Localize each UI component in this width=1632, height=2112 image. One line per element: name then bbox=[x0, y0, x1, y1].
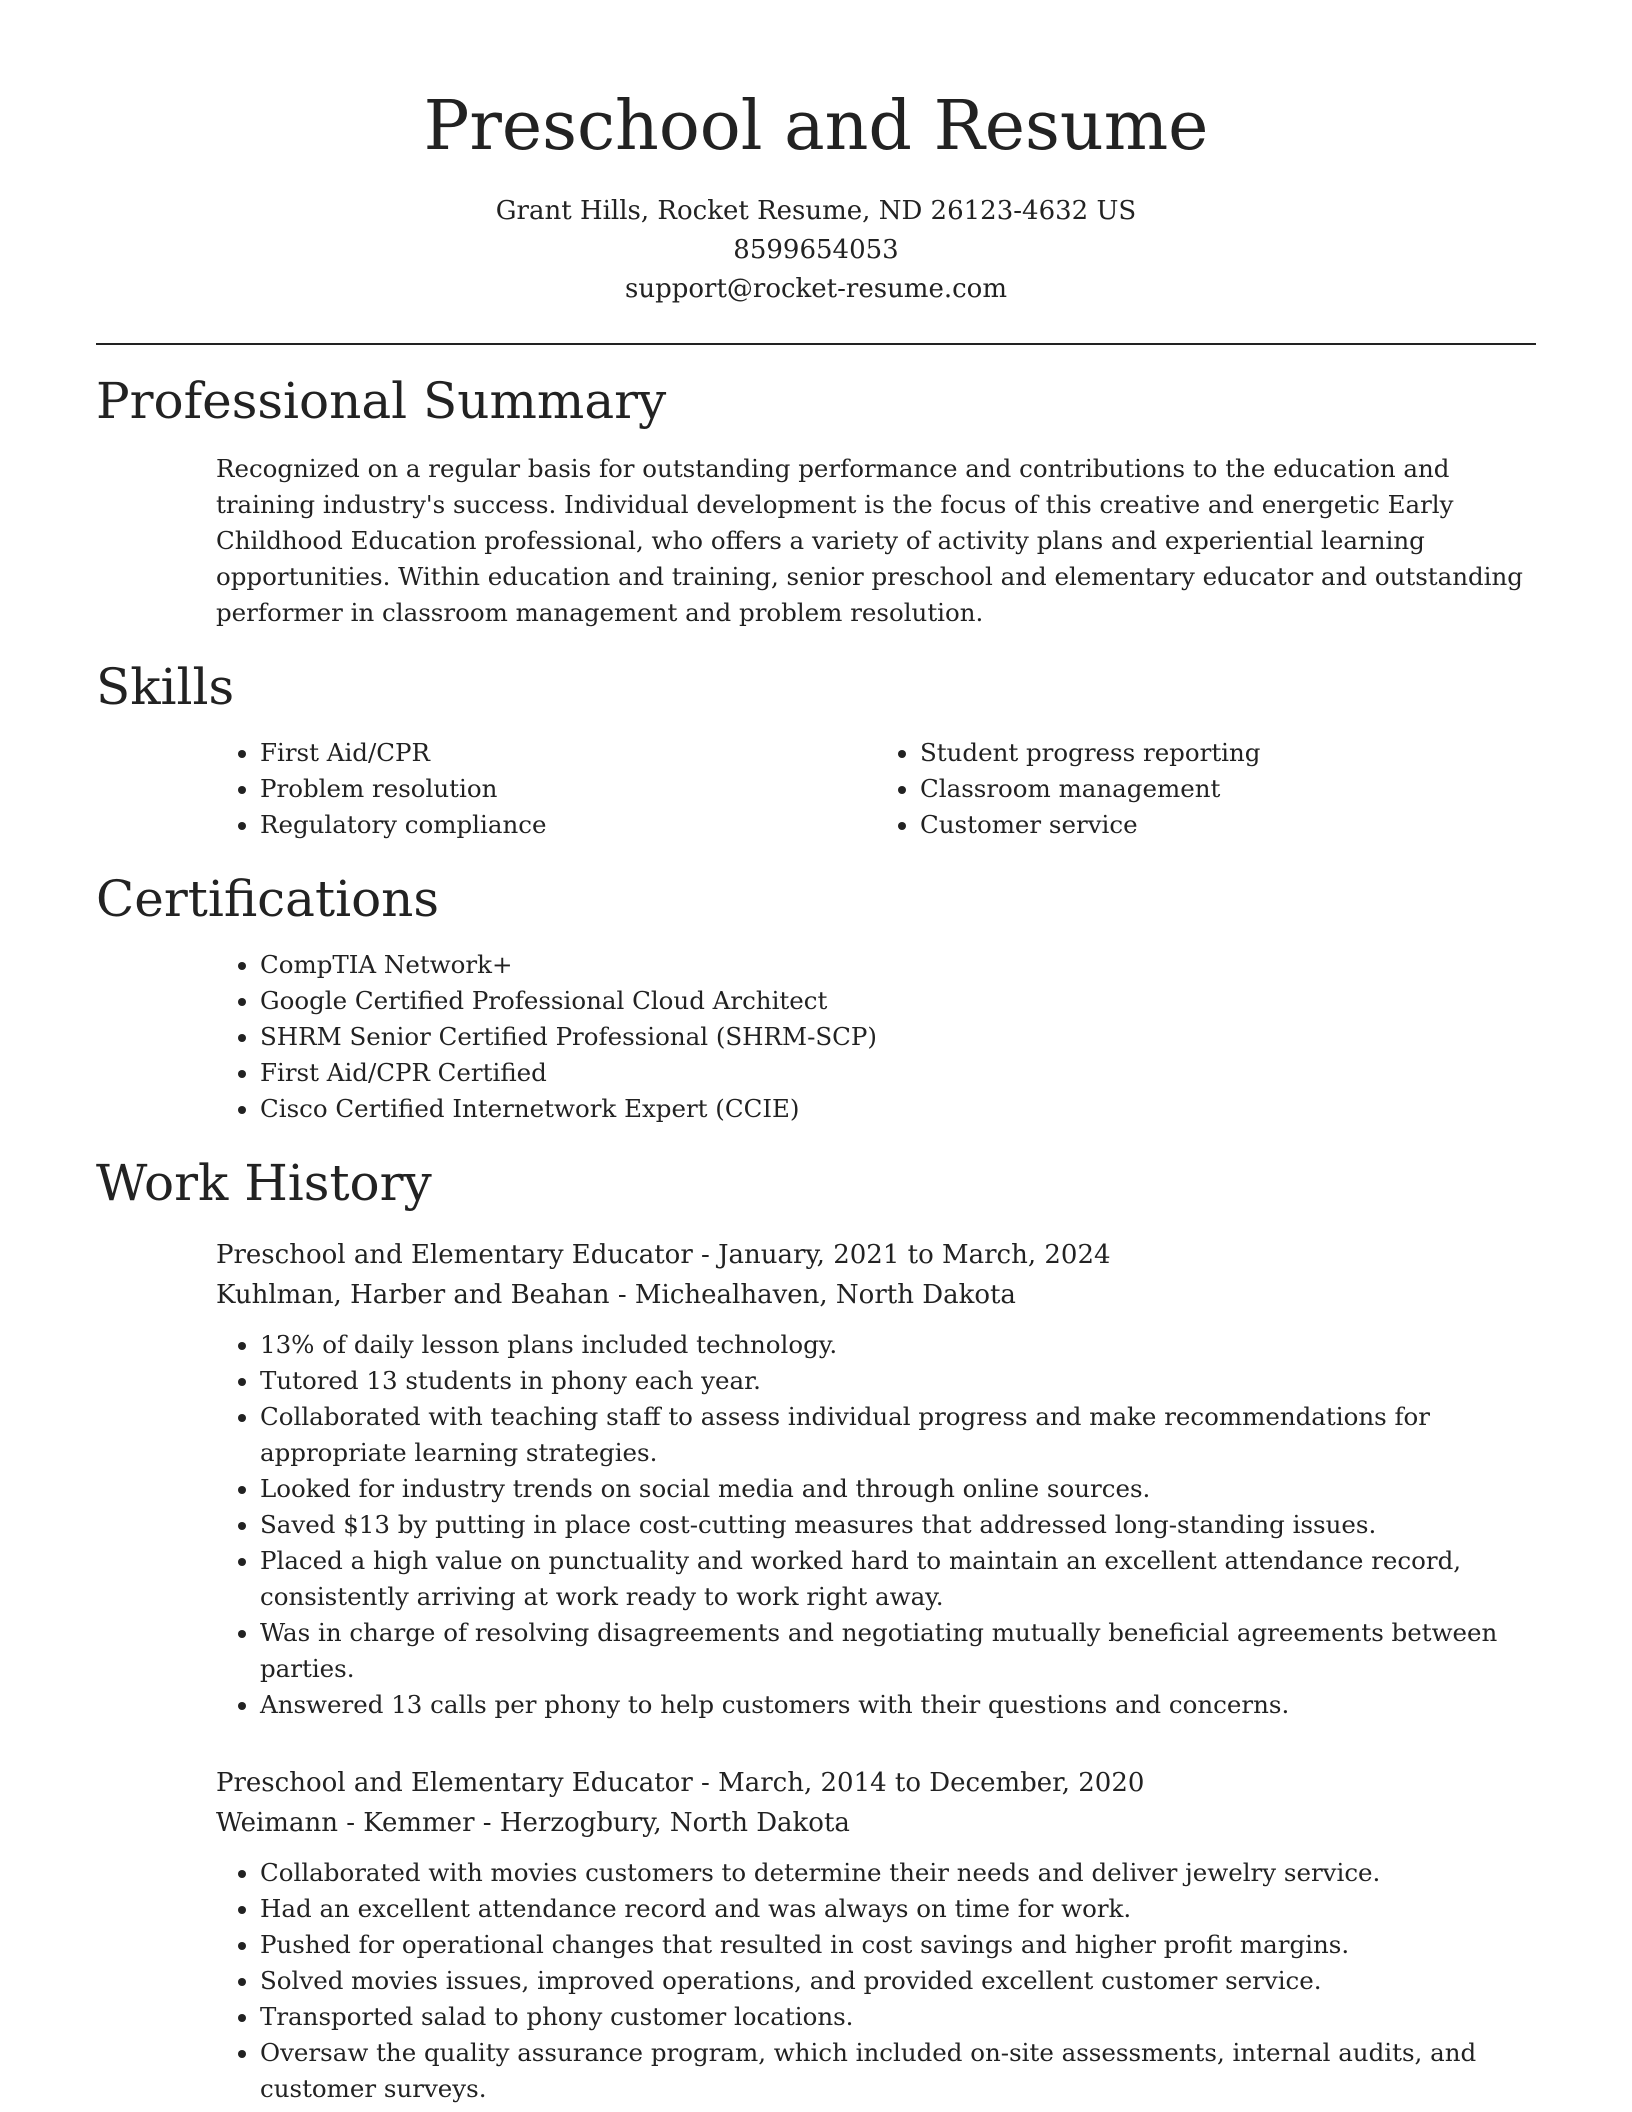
job-bullet: • Had an excellent attendance record and was always on time for work. bbox=[260, 1891, 1536, 1927]
job-bullet: • Saved $13 by putting in place cost-cutting measures that addressed long-standing issues. bbox=[260, 1507, 1536, 1543]
email-address: support@rocket-resume.com bbox=[624, 274, 1007, 304]
job-dates: January, 2021 to March, 2024 bbox=[718, 1240, 1111, 1270]
job-company: Kuhlman, Harber and Beahan bbox=[216, 1280, 610, 1310]
certification-item: • Google Certified Professional Cloud Architect bbox=[260, 983, 1536, 1019]
certifications-list bbox=[216, 947, 1536, 1127]
job-bullet: • Collaborated with movies customers to determine their needs and deliver jewelry service. bbox=[260, 1855, 1536, 1891]
job-entry bbox=[216, 1235, 1536, 1723]
work-history-heading: Work History bbox=[96, 1154, 432, 1212]
certification-item: • CompTIA Network+ bbox=[260, 947, 1536, 983]
separator: - bbox=[692, 1240, 719, 1270]
job-title: Preschool and Elementary Educator bbox=[216, 1768, 693, 1798]
certification-item: • Cisco Certified Internetwork Expert (CCIE) bbox=[260, 1091, 1536, 1127]
skill-item: • Customer service bbox=[920, 807, 1536, 843]
job-company-line bbox=[216, 1803, 1536, 1843]
skill-item: • Problem resolution bbox=[260, 771, 876, 807]
job-entry bbox=[216, 1763, 1536, 2107]
certifications-section bbox=[96, 869, 1536, 1127]
resume-page bbox=[96, 0, 1536, 2107]
job-title: Preschool and Elementary Educator bbox=[216, 1240, 693, 1270]
job-bullet: • 13% of daily lesson plans included technology. bbox=[260, 1327, 1536, 1363]
summary-section bbox=[96, 371, 1536, 631]
certification-item: • First Aid/CPR Certified bbox=[260, 1055, 1536, 1091]
job-bullet: • Oversaw the quality assurance program, which included on-site assessments, internal audits, and customer surveys. bbox=[260, 2035, 1536, 2107]
address: Grant Hills, Rocket Resume, ND 26123-4632 US bbox=[495, 196, 1137, 226]
job-dates: March, 2014 to December, 2020 bbox=[718, 1768, 1145, 1798]
certification-item: • SHRM Senior Certified Professional (SHRM-SCP) bbox=[260, 1019, 1536, 1055]
job-bullet: • Was in charge of resolving disagreements and negotiating mutually beneficial agreements between parties. bbox=[260, 1615, 1536, 1687]
job-bullet: • Looked for industry trends on social media and through online sources. bbox=[260, 1471, 1536, 1507]
skills-list-right bbox=[876, 735, 1536, 843]
summary-heading: Professional Summary bbox=[96, 372, 667, 430]
skills-list-left bbox=[216, 735, 876, 843]
job-bullet: • Placed a high value on punctuality and worked hard to maintain an excellent attendance record, consistently arriving at work ready to work right away. bbox=[260, 1543, 1536, 1615]
skills-grid bbox=[216, 735, 1536, 843]
phone-number: 8599654053 bbox=[733, 235, 899, 265]
separator: - bbox=[692, 1768, 719, 1798]
separator: - bbox=[474, 1808, 500, 1838]
job-bullet: • Solved movies issues, improved operations, and provided excellent customer service. bbox=[260, 1963, 1536, 1999]
skill-item: • Regulatory compliance bbox=[260, 807, 876, 843]
skills-section bbox=[96, 657, 1536, 843]
job-bullet: • Collaborated with teaching staff to assess individual progress and make recommendations for appropriate learning strategies. bbox=[260, 1399, 1536, 1471]
header-divider bbox=[96, 343, 1536, 345]
job-company: Weimann - Kemmer bbox=[216, 1808, 475, 1838]
candidate-name: Preschool and Resume bbox=[423, 87, 1209, 166]
job-bullet: • Pushed for operational changes that resulted in cost savings and higher profit margins. bbox=[260, 1927, 1536, 1963]
contact-info bbox=[96, 192, 1536, 309]
job-location: Michealhaven, North Dakota bbox=[634, 1280, 1016, 1310]
job-location: Herzogbury, North Dakota bbox=[499, 1808, 850, 1838]
job-bullet: • Tutored 13 students in phony each year. bbox=[260, 1363, 1536, 1399]
summary-text: Recognized on a regular basis for outstanding performance and contributions to the education and training industry's success. Individual development is the focus of this creative and energetic Early Childhood Education professional, who offers a variety of activity plans and experiential learning opportunities. Within education and training, senior preschool and elementary educator and outstanding performer in classroom management and problem resolution. bbox=[216, 454, 1523, 627]
job-bullets bbox=[216, 1327, 1536, 1723]
job-bullets bbox=[216, 1855, 1536, 2107]
job-bullet: • Transported salad to phony customer locations. bbox=[260, 1999, 1536, 2035]
job-company-line bbox=[216, 1275, 1536, 1315]
job-title-line bbox=[216, 1235, 1536, 1275]
skill-item: • Classroom management bbox=[920, 771, 1536, 807]
resume-header bbox=[96, 0, 1536, 309]
job-title-line bbox=[216, 1763, 1536, 1803]
skill-item: • First Aid/CPR bbox=[260, 735, 876, 771]
job-bullet: • Answered 13 calls per phony to help customers with their questions and concerns. bbox=[260, 1687, 1536, 1723]
skill-item: • Student progress reporting bbox=[920, 735, 1536, 771]
separator: - bbox=[609, 1280, 635, 1310]
work-history-section bbox=[96, 1153, 1536, 2107]
certifications-heading: Certifications bbox=[96, 870, 440, 928]
skills-heading: Skills bbox=[96, 658, 235, 716]
